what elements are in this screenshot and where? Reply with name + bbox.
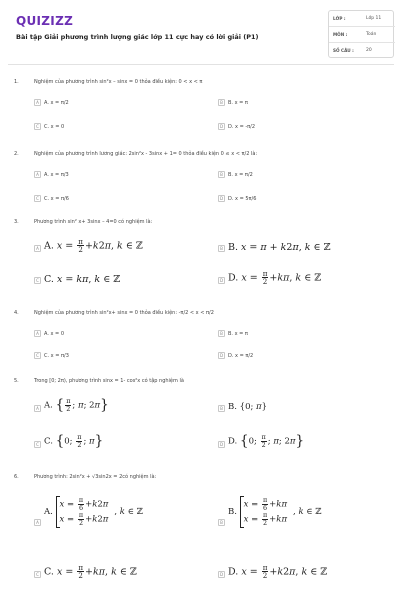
option-text: A. x = 0 xyxy=(44,331,65,337)
option-text: B. x = π + k2π, k ∈ ℤ xyxy=(228,242,331,253)
option-text: B. x = π xyxy=(228,331,248,337)
question-text: Trong [0; 2π), phương trình sinx = 1- cos²x có tập nghiệm là xyxy=(34,378,184,384)
option-text: D. x = -π/2 xyxy=(228,124,256,130)
page-title: Bài tập Giải phương trình lượng giác lớp 11 cực hay có lời giải (P1) xyxy=(16,33,259,41)
option-text: B. x = π/2 xyxy=(228,172,253,178)
question-number: 3. xyxy=(14,219,19,225)
info-key: LỚP : xyxy=(333,16,346,21)
option-letter-box: A xyxy=(34,330,41,337)
info-value: Lớp 11 xyxy=(366,16,382,21)
option-text: D. x = $\frac{\pi}{2}$ +k2π, k ∈ ℤ xyxy=(228,563,328,581)
equation-system: x = $\frac{\pi}{6}$ +kπ x = $\frac{\pi}{2}$ +kπ xyxy=(240,496,287,528)
question-text: Phương trình: 2sin²x + √3sin2x = 2có nghiệm là: xyxy=(34,474,157,480)
question-number: 2. xyxy=(14,151,19,157)
option-letter-box: A xyxy=(34,99,41,106)
option-text: A. x = π/2 xyxy=(44,100,69,106)
option-letter-box: D xyxy=(219,124,224,129)
option-text: D. {0; $\frac{\pi}{2}$ ; π; 2π} xyxy=(228,432,305,449)
question-number: 1. xyxy=(14,79,19,85)
option-text: B. {0; π} xyxy=(228,402,268,412)
info-box xyxy=(328,10,394,58)
option-letter-box: B xyxy=(218,519,225,526)
info-value: Toán xyxy=(366,32,377,37)
option-text: D. x = $\frac{\pi}{2}$ +kπ, k ∈ ℤ xyxy=(228,269,322,287)
option-text: D. x = π/2 xyxy=(228,353,254,359)
option-letter-box: B xyxy=(218,330,225,337)
option-letter-box: C xyxy=(34,352,41,359)
question-number: 6. xyxy=(14,474,19,480)
question-text: Phương trình sin² x+ 3sinx – 4=0 có nghiệm là: xyxy=(34,219,153,225)
info-key: SỐ CÂU : xyxy=(333,48,354,53)
info-value: 20 xyxy=(366,48,372,53)
option-text: C. {0; $\frac{\pi}{2}$ ; π} xyxy=(44,432,104,449)
equation-system: x = $\frac{\pi}{6}$ +k2π x = $\frac{\pi}{2}$ +k2π xyxy=(56,496,109,528)
option-letter-box: C xyxy=(34,195,41,202)
option-letter-box: B xyxy=(218,245,225,252)
option-text: B. x = π xyxy=(228,100,248,106)
option-letter-box: C xyxy=(34,277,41,284)
option-letter-box: B xyxy=(218,405,225,412)
option-letter-box: D xyxy=(219,572,224,577)
option-text: A. x = π/3 xyxy=(44,172,69,178)
option-letter-box: B xyxy=(218,171,225,178)
option-letter-box: D xyxy=(219,353,224,358)
question-text: Nghiệm của phương trình sin²x+ sinx = 0 thỏa điều kiện: -π/2 < x < π/2 xyxy=(34,310,214,316)
option-letter-box: D xyxy=(219,196,224,201)
option-text: C. x = 0 xyxy=(44,124,65,130)
question-number: 5. xyxy=(14,378,19,384)
info-row-count xyxy=(329,43,395,59)
option-letter-box: D xyxy=(219,278,224,283)
option-letter-box: A xyxy=(34,405,41,412)
option-text: A. x = $\frac{\pi}{6}$ +k2π x = $\frac{\pi}{2}$ +k2π , k ∈ ℤ xyxy=(44,496,143,528)
info-key: MÔN : xyxy=(333,32,348,37)
header-divider xyxy=(8,64,394,65)
option-text: D. x = 5π/6 xyxy=(228,196,257,202)
option-text: A. x = $\frac{\pi}{2}$ +k2π, k ∈ ℤ xyxy=(44,237,143,255)
option-letter-box: B xyxy=(218,99,225,106)
option-letter-box: C xyxy=(34,123,41,130)
page-header xyxy=(0,0,400,66)
option-text: C. x = π/3 xyxy=(44,353,69,359)
question-text: Nghiệm của phương trình lương giác: 2sin²x - 3sinx + 1= 0 thỏa điều kiện 0 ≤ x < π/2 là: xyxy=(34,151,258,157)
question-text: Nghiệm của phương trình sin²x – sinx = 0 thỏa điều kiện: 0 < x < π xyxy=(34,79,203,85)
option-letter-box: A xyxy=(34,171,41,178)
option-text: C. x = $\frac{\pi}{2}$ +kπ, k ∈ ℤ xyxy=(44,563,137,581)
info-row-class xyxy=(329,11,395,27)
question-number: 4. xyxy=(14,310,19,316)
option-letter-box: A xyxy=(34,245,41,252)
option-text: A. { $\frac{\pi}{2}$ ; π; 2π} xyxy=(44,396,109,413)
info-row-subject xyxy=(329,27,395,43)
option-text: C. x = kπ, k ∈ ℤ xyxy=(44,274,121,285)
option-text: B. x = $\frac{\pi}{6}$ +kπ x = $\frac{\pi}{2}$ +kπ , k ∈ ℤ xyxy=(228,496,322,528)
quizizz-logo: QUIZIZZ xyxy=(16,14,74,28)
option-text: C. x = π/6 xyxy=(44,196,69,202)
option-letter-box: D xyxy=(219,442,224,447)
option-letter-box: C xyxy=(34,441,41,448)
option-letter-box: C xyxy=(34,571,41,578)
option-letter-box: A xyxy=(34,519,41,526)
